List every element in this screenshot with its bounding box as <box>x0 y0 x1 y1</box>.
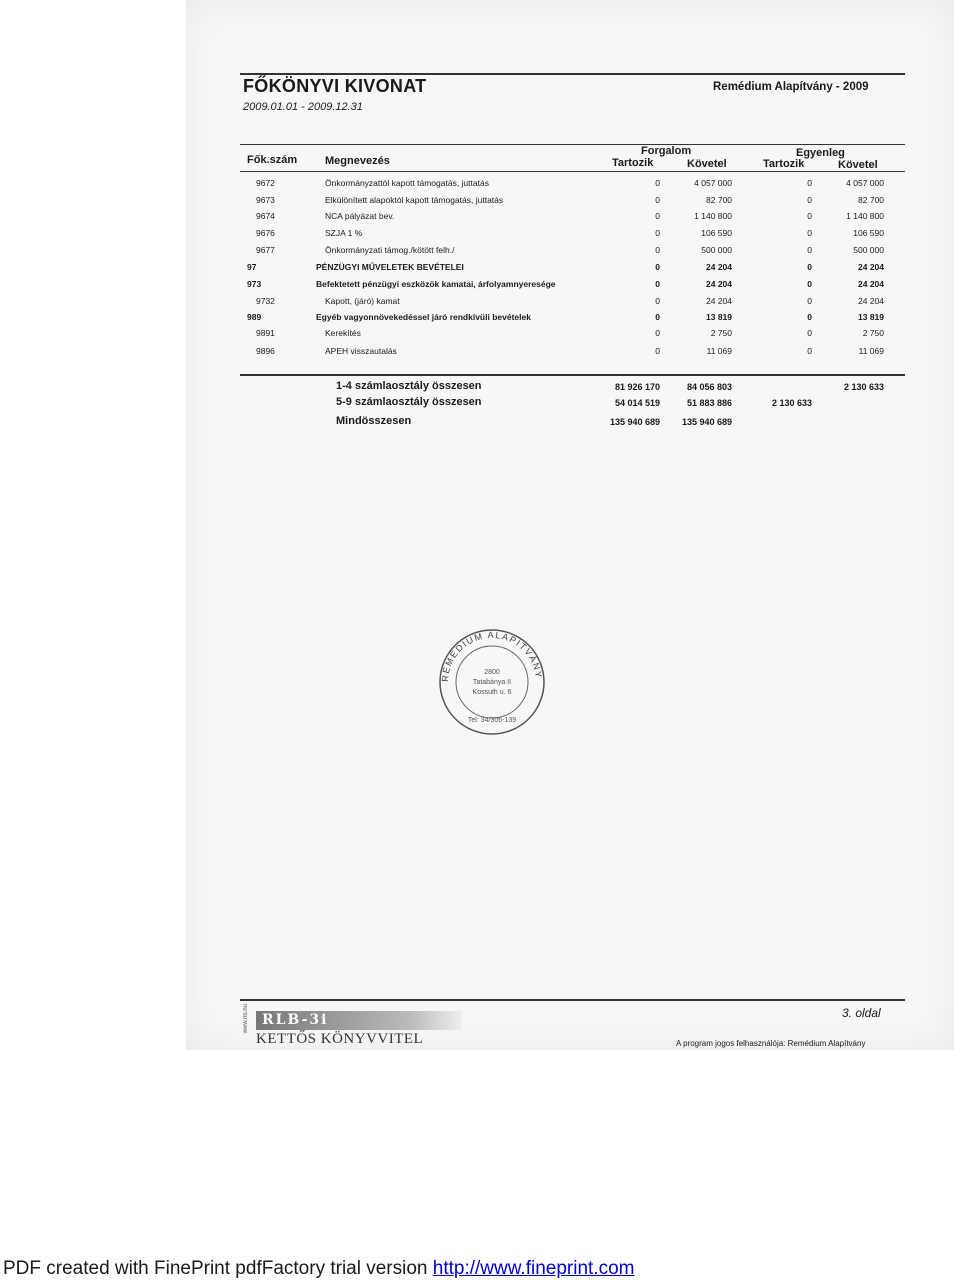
totals-balance-debit: 2 130 633 <box>771 398 812 408</box>
totals-turnover-debit: 81 926 170 <box>614 382 660 392</box>
cell-turnover-debit: 0 <box>655 262 660 272</box>
cell-turnover-credit: 13 819 <box>706 312 732 322</box>
totals-turnover-credit: 135 940 689 <box>681 417 732 427</box>
totals-turnover-debit: 54 014 519 <box>614 398 660 408</box>
cell-turnover-debit: 0 <box>655 195 660 205</box>
header-turnover-debit: Tartozik <box>612 157 654 169</box>
cell-balance-credit: 500 000 <box>853 245 884 255</box>
cell-balance-debit: 0 <box>807 279 812 289</box>
cell-account: 9896 <box>256 346 275 356</box>
cell-balance-debit: 0 <box>807 178 812 188</box>
logo-subtitle: KETTŐS KÖNYVVITEL <box>256 1031 424 1047</box>
cell-balance-credit: 2 750 <box>862 328 884 338</box>
cell-balance-debit: 0 <box>807 262 812 272</box>
cell-balance-debit: 0 <box>807 312 812 322</box>
header-balance: Egyenleg <box>796 147 845 159</box>
cell-turnover-credit: 500 000 <box>701 245 732 255</box>
table-row <box>0 228 960 244</box>
table-row <box>0 211 960 227</box>
cell-turnover-debit: 0 <box>655 279 660 289</box>
cell-account: 9891 <box>256 328 275 338</box>
cell-account: 9672 <box>256 178 275 188</box>
cell-turnover-debit: 0 <box>655 245 660 255</box>
cell-account: 9673 <box>256 195 275 205</box>
cell-name: PÉNZÜGYI MŰVELETEK BEVÉTELEI <box>316 262 464 272</box>
totals-label: 1-4 számlaosztály összesen <box>336 380 482 392</box>
cell-turnover-debit: 0 <box>655 346 660 356</box>
cell-balance-credit: 1 140 800 <box>846 211 884 221</box>
cell-balance-credit: 4 057 000 <box>846 178 884 188</box>
fineprint-link[interactable]: http://www.fineprint.com <box>432 1258 635 1279</box>
cell-account: 989 <box>247 312 262 322</box>
table-row <box>0 296 960 312</box>
cell-turnover-debit: 0 <box>655 211 660 221</box>
cell-balance-debit: 0 <box>807 228 812 238</box>
cell-turnover-credit: 2 750 <box>710 328 732 338</box>
header-account: Fők.szám <box>247 154 298 166</box>
cell-balance-credit: 106 590 <box>853 228 884 238</box>
cell-name: Kapott, (járó) kamat <box>325 296 400 306</box>
cell-account: 9676 <box>256 228 275 238</box>
license-text: A program jogos felhasználója: Remédium Alapítvány <box>676 1039 866 1048</box>
cell-balance-credit: 24 204 <box>858 262 884 272</box>
cell-turnover-credit: 4 057 000 <box>694 178 732 188</box>
cell-account: 97 <box>247 262 257 272</box>
cell-name: SZJA 1 % <box>325 228 363 238</box>
stamp-line1: 2800 <box>484 669 500 676</box>
table-row <box>0 312 960 328</box>
cell-name: APEH visszautalás <box>325 346 397 356</box>
footer-rule <box>240 999 905 1001</box>
cell-account: 9732 <box>256 296 275 306</box>
cell-name: Elkülönített alapoktól kapott támogatás, juttatás <box>325 195 504 205</box>
page-number: 3. oldal <box>842 1006 881 1020</box>
stamp-ring-text: REMÉDIUM ALAPÍTVÁNY <box>439 629 544 683</box>
cell-balance-debit: 0 <box>807 296 812 306</box>
totals-balance-credit: 2 130 633 <box>843 382 884 392</box>
cell-turnover-credit: 82 700 <box>706 195 732 205</box>
cell-balance-credit: 11 069 <box>858 346 884 356</box>
cell-balance-debit: 0 <box>807 245 812 255</box>
table-row <box>0 262 960 278</box>
cell-name: Kerekítés <box>325 328 361 338</box>
totals-turnover-debit: 135 940 689 <box>609 417 660 427</box>
cell-balance-debit: 0 <box>807 346 812 356</box>
table-row <box>0 328 960 344</box>
document-period: 2009.01.01 - 2009.12.31 <box>243 101 363 113</box>
cell-turnover-credit: 106 590 <box>701 228 732 238</box>
trial-text: PDF created with FinePrint pdfFactory trial version <box>3 1258 428 1279</box>
header-balance-debit: Tartozik <box>763 158 805 170</box>
table-row <box>0 346 960 362</box>
stamp-line2: Tatabánya II <box>472 679 512 686</box>
cell-balance-debit: 0 <box>807 195 812 205</box>
cell-balance-credit: 24 204 <box>858 279 884 289</box>
document-title: FŐKÖNYVI KIVONAT <box>243 76 427 96</box>
top-rule <box>240 73 905 75</box>
stamp <box>432 622 552 742</box>
totals-turnover-credit: 84 056 803 <box>686 382 732 392</box>
table-row <box>0 178 960 194</box>
table-row <box>0 245 960 261</box>
cell-balance-credit: 24 204 <box>858 296 884 306</box>
cell-balance-debit: 0 <box>807 211 812 221</box>
header-top-rule <box>240 144 905 145</box>
header-bottom-rule <box>240 171 905 172</box>
header-balance-credit: Követel <box>838 159 878 171</box>
cell-balance-credit: 82 700 <box>858 195 884 205</box>
totals-label: 5-9 számlaosztály összesen <box>336 396 482 408</box>
header-name: Megnevezés <box>325 155 390 167</box>
cell-turnover-credit: 11 069 <box>706 346 732 356</box>
logo-side-text: www.rlb.hu <box>243 1004 249 1034</box>
header-turnover: Forgalom <box>641 145 692 157</box>
stamp-line3: Kossuth u. 6 <box>472 689 512 696</box>
cell-name: NCA pályázat bev. <box>325 211 395 221</box>
cell-account: 973 <box>247 279 262 289</box>
cell-balance-credit: 13 819 <box>858 312 884 322</box>
cell-name: Önkormányzati támog./kötött felh./ <box>325 245 455 255</box>
logo-text: RLB-3i <box>262 1012 329 1028</box>
cell-balance-debit: 0 <box>807 328 812 338</box>
cell-turnover-credit: 24 204 <box>706 279 732 289</box>
cell-account: 9674 <box>256 211 275 221</box>
organization-name: Remédium Alapítvány - 2009 <box>713 81 869 93</box>
table-row <box>0 279 960 295</box>
cell-turnover-credit: 24 204 <box>706 296 732 306</box>
cell-turnover-debit: 0 <box>655 178 660 188</box>
cell-account: 9677 <box>256 245 275 255</box>
cell-name: Önkormányzattól kapott támogatás, juttatás <box>325 178 489 188</box>
cell-name: Egyéb vagyonnövekedéssel járó rendkívüli bevételek <box>316 312 531 322</box>
cell-turnover-debit: 0 <box>655 296 660 306</box>
cell-turnover-debit: 0 <box>655 228 660 238</box>
totals-rule <box>240 374 905 376</box>
cell-name: Befektetett pénzügyi eszközök kamatai, árfolyamnyeresége <box>316 279 556 289</box>
stamp-line4: Tel: 34/306-139 <box>467 717 517 724</box>
cell-turnover-credit: 24 204 <box>706 262 732 272</box>
cell-turnover-debit: 0 <box>655 312 660 322</box>
totals-turnover-credit: 51 883 886 <box>686 398 732 408</box>
cell-turnover-debit: 0 <box>655 328 660 338</box>
header-turnover-credit: Követel <box>687 158 727 170</box>
cell-turnover-credit: 1 140 800 <box>694 211 732 221</box>
totals-label: Mindösszesen <box>336 415 412 427</box>
trial-banner <box>3 1258 634 1280</box>
table-row <box>0 195 960 211</box>
